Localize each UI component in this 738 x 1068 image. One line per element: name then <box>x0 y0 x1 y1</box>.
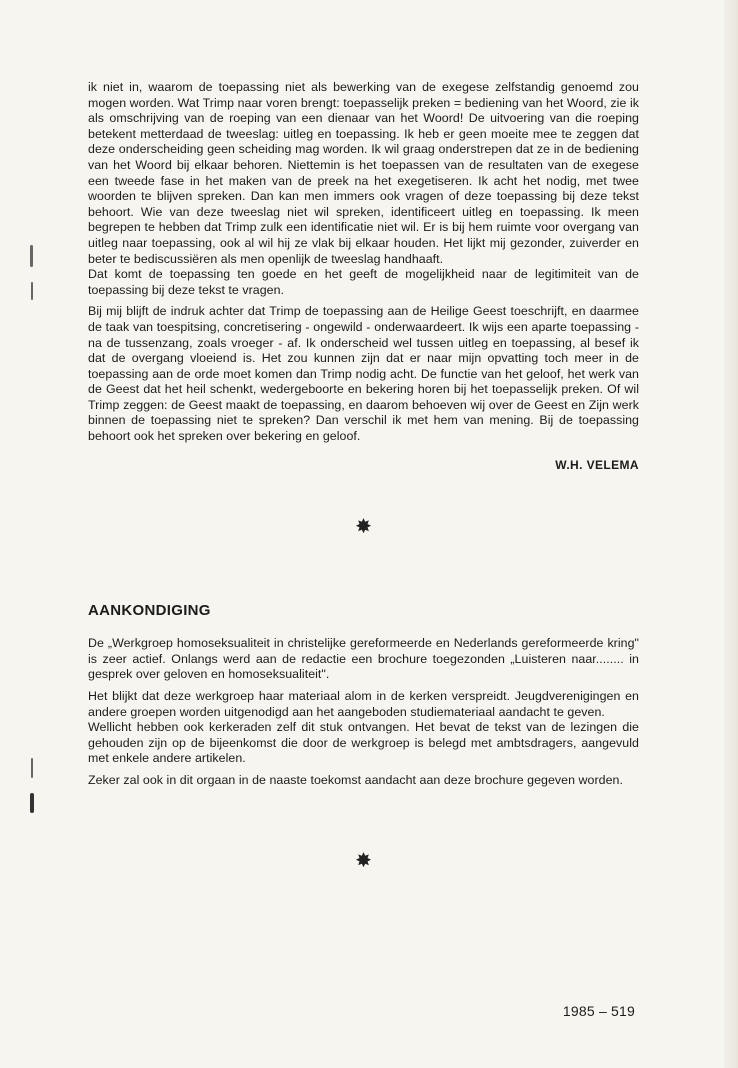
page-edge-shadow <box>724 0 738 1068</box>
asterisk-separator-icon: ✸ <box>355 516 372 539</box>
article-paragraph: ik niet in, waarom de toepassing niet als bewerking van de exegese zelfstandig genoemd zou mogen worden. Wat Trimp naar voren brengt: toepasselijk preken = bediening van het Woord, zie ik als omschrijving van de roeping van een dienaar van het Woord! De uitvoering van die roeping betekent metterdaad de tweeslag: uitleg en toepassing. Ik heb er geen moeite mee te zeggen dat deze onderscheiding geen scheiding mag worden. Ik wil graag onderstrepen dat ze in de bediening van het Woord bij elkaar behoren. Niettemin is het toepassen van de resultaten van de exegese een tweede fase in het maken van de preek na het exegetiseren. Ik acht het nodig, met twee woorden te blijven spreken. Dan kan men immers ook vragen of deze toepassing bij deze tekst behoort. Wie van deze tweeslag niet wil spreken, identificeert uitleg en toepassing. Ik meen begrepen te hebben dat Trimp zulk een identificatie niet wil. Er is bij hem ruimte voor overgang van uitleg naar toepassing, ook al wil hij ze vlak bij elkaar houden. Het lijkt mij gezonder, zuiverder en beter te bediscussiëren als men openlijk de tweeslag handhaaft. <box>88 80 639 266</box>
article-paragraph: Bij mij blijft de indruk achter dat Trimp de toepassing aan de Heilige Geest toeschrijft, en daarmee de taak van toespitsing, concretisering - ongewild - onderwaardeert. Ik wijs een aparte toepassing - na de tussenzang, zoals vroeger - af. Ik onderscheid wel tussen uitleg en toepassing, al besef ik dat de overgang vloeiend is. Het zou kunnen zijn dat er naar mijn opvatting toch meer in de toepassing aan de orde moet komen dan Trimp nodig acht. De functie van het geloof, het werk van de Geest dat het heil schenkt, wedergeboorte en bekering horen bij het toepasselijk preken. Of wil Trimp zeggen: de Geest maakt de toepassing, en daarom behoeven wij over de Geest en Zijn werk binnen de toepassing niet te spreken? Dan verschil ik met hem van mening. Bij de toepassing behoort ook het spreken over bekering en geloof. <box>88 304 639 444</box>
article-body <box>88 80 639 871</box>
announcement-paragraph: Het blijkt dat deze werkgroep haar materiaal alom in de kerken verspreidt. Jeugdverenigingen en andere groepen worden uitgenodigd aan het aangeboden studiemateriaal aandacht te geven. <box>88 689 639 719</box>
article-paragraph: Dat komt de toepassing ten goede en het geeft de mogelijkheid naar de legitimiteit van de toepassing bij deze tekst te vragen. <box>88 267 639 297</box>
section-heading: AANKONDIGING <box>88 602 211 620</box>
page-number: 1985 – 519 <box>562 1003 635 1019</box>
announcement-paragraph: De „Werkgroep homoseksualiteit in christelijke gereformeerde en Nederlands gereformeerde kring" is zeer actief. Onlangs werd aan de redactie een brochure toegezonden „Luisteren naar........ in gesprek over geloven en homoseksualiteit". <box>88 636 639 682</box>
asterisk-separator-icon: ✸ <box>355 849 372 872</box>
binding-mark <box>30 245 33 267</box>
author-signature: W.H. VELEMA <box>555 457 639 472</box>
announcement-paragraph: Wellicht hebben ook kerkeraden zelf dit stuk ontvangen. Het bevat de tekst van de lezingen die gehouden zijn op de bijeenkomst die door de werkgroep is belegd met ambtsdragers, aangevuld met enkele andere artikelen. <box>88 720 639 766</box>
binding-mark <box>31 282 33 300</box>
announcement-paragraph: Zeker zal ook in dit orgaan in de naaste toekomst aandacht aan deze brochure gegeven worden. <box>88 773 623 787</box>
binding-mark <box>31 758 33 778</box>
binding-mark <box>30 793 34 813</box>
